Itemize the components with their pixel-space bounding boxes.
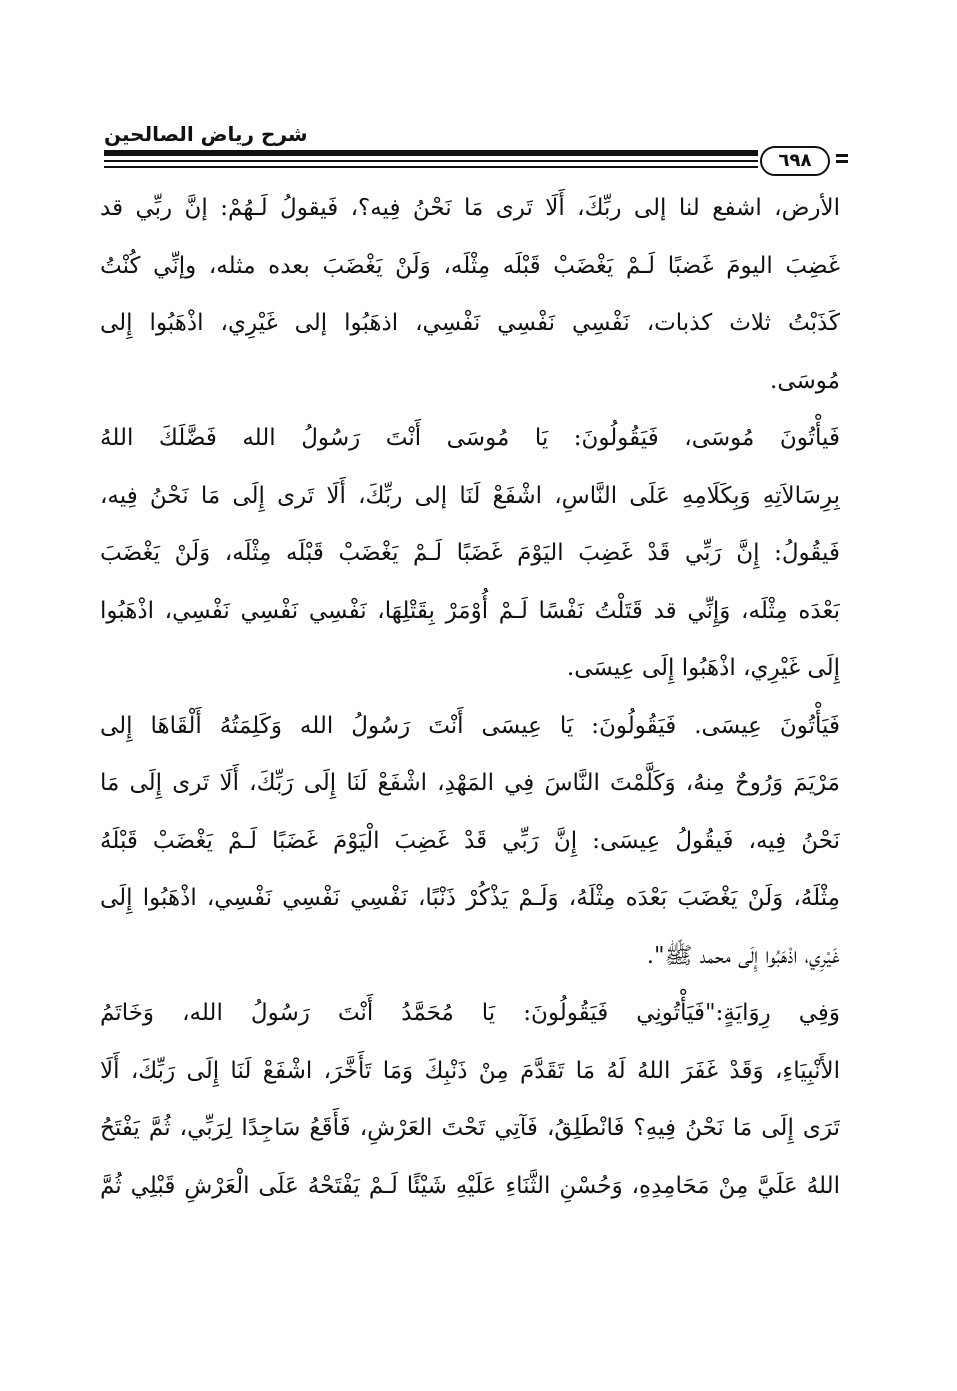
text-line: اللهُ عَلَيَّ مِنْ مَحَامِدِهِ، وَحُسْنِ الثَّنَاءِ عَلَيْهِ شَيْئًا لَـمْ يَفْتَحْهُ عَلَى الْعَرْشِ قَبْلِي ثُمَّ xyxy=(100,1172,840,1199)
text-line: فَيأْتُونَ مُوسَى، فَيَقُولُونَ: يَا مُوسَى أَنْتَ رَسُولُ الله فَضَّلَكَ اللهُ xyxy=(100,425,840,451)
running-header-title: شرح رياض الصالحين xyxy=(104,122,308,146)
text-line: وَفِي رِوَايَةٍ:"فَيَأْتُونِي فَيَقُولُونَ: يَا مُحَمَّدُ أَنْتَ رَسُولُ الله، وَخَاتَمُ xyxy=(100,1000,840,1026)
body-text xyxy=(100,180,840,1215)
header-rule-thick xyxy=(104,150,758,156)
text-line: فَيَأْتُونَ عِيسَى. فَيَقُولُونَ: يَا عِيسَى أَنْتَ رَسُولُ الله وَكَلِمَتُهُ أَلْقَاهَا إِلى xyxy=(100,712,840,739)
text-line: بَعْدَه مِثْلَه، وَإِنِّي قد قَتَلْتُ نَفْسًا لَـمْ أُوْمَرْ بِقَتْلِهَا، نَفْسِي نَفْسِي نَفْسِي، اذْهَبُوا xyxy=(100,597,840,624)
text-line: إِلَى غَيْرِي، اذْهَبُوا إِلَى عِيسَى. xyxy=(566,655,840,681)
page-number: ٦٩٨ xyxy=(760,146,830,176)
text-line: غَضِبَ اليومَ غَضبًا لَـمْ يَغْضَبْ قَبْلَه مِثْلَه، وَلَنْ يَغْضَبَ بعده مثله، وإنِّي كُنْتُ xyxy=(100,252,840,279)
text-line: كَذَبْتُ ثلاث كذبات، نَفْسِي نَفْسِي نَفْسِي، اذهَبُوا إلى غَيْرِي، اذْهَبُوا إِلى xyxy=(100,310,840,336)
text-line: بِرِسَالاَتِهِ وَبِكَلَامِهِ عَلَى النَّاسِ، اشْفَعْ لَنَا إلى ربِّكَ، أَلَا تَرى إِلَى مَا نَحْنُ فِيه، xyxy=(100,482,840,509)
text-line: فَيقُولُ: إِنَّ رَبِّي قَدْ غَضِبَ اليَوْمَ غَضَبًا لَـمْ يَغْضَبْ قَبْلَه مِثْلَه، وَلَنْ يَغْضَبَ xyxy=(100,540,840,566)
text-line: مِثْلَهُ، وَلَنْ يَغْضَبَ بَعْدَه مِثْلَهُ، وَلَـمْ يَذْكُرْ ذَنْبًا، نَفْسِي نَفْسِي نَفْسِي، اذْهَبُوا إِلَى xyxy=(100,885,840,911)
text-line: نَحْنُ فِيه، فَيقُولُ عِيسَى: إِنَّ رَبِّي قَدْ غَضِبَ الْيَوْمَ غَضَبًا لَـمْ يَغْضَبْ قَبْلَهُ xyxy=(100,827,840,854)
text-line: الأَنْبِيَاءِ، وَقَدْ غَفَرَ اللهُ لَهُ مَا تَقَدَّمَ مِنْ ذَنْبِكَ وَمَا تَأَخَّرَ، اشْفَعْ لَنَا إِلَى رَبِّكَ، أَلَا xyxy=(100,1057,840,1084)
text-line: الأرض، اشفع لنا إلى ربِّكَ، أَلَا تَرى مَا نَحْنُ فِيه؟، فَيقولُ لَـهُمْ: إنَّ ربِّي قد xyxy=(100,195,840,221)
text-line: تَرَى إِلَى مَا نَحْنُ فِيهِ؟ فَانْطَلِقُ، فَآتِي تَحْتَ العَرْشِ، فَأَقَعُ سَاجِدًا لِرَبِّي، ثُمَّ يَفْتَحُ xyxy=(100,1115,840,1141)
header-rule-thin xyxy=(104,160,758,162)
text-line: مُوسَى. xyxy=(770,367,840,394)
text-line: مَرْيَمَ وَرُوحٌ مِنهُ، وَكَلَّمْتَ النَّاسَ فِي المَهْدِ، اشْفَعْ لَنَا إِلَى رَبِّكَ، أَلَا تَرى إِلَى مَا xyxy=(100,770,840,796)
header-rule-thin-lower xyxy=(104,166,758,168)
text-line: غَيْرِي، اذْهَبُوا إِلَى محمد ﷺ". xyxy=(646,942,840,969)
page-number-ornament xyxy=(836,154,848,166)
